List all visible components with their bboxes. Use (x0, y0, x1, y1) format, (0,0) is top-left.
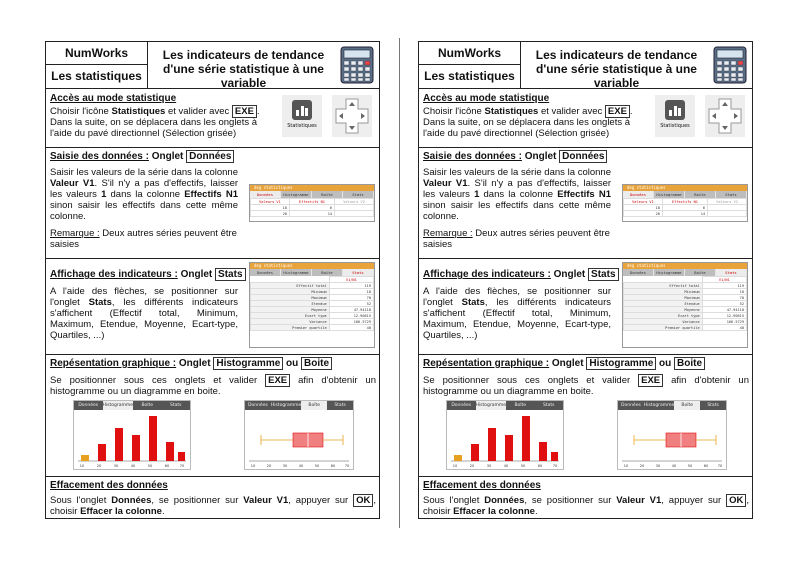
brand-name: NumWorks (46, 42, 147, 65)
histogram-bar[interactable] (178, 452, 185, 461)
axis-tick: 40 (130, 464, 136, 468)
stats-table (623, 276, 747, 331)
boxplot-chart (618, 410, 726, 469)
screen-tabs (623, 269, 747, 276)
axis-tick: 60 (164, 464, 170, 468)
boxplot-screen (244, 400, 354, 470)
histogram-chart (447, 410, 563, 469)
tab-stats[interactable]: Stats (543, 403, 555, 408)
axis-tick: 70 (552, 464, 558, 468)
stat-value: 12.90615 (329, 313, 373, 319)
tab-donnees[interactable]: Données (623, 269, 654, 276)
graph-text: Se positionner sous ces onglets et valider EXE afin d'obtenir un histogramme ou un diagramme en boite. (423, 375, 749, 397)
stat-label: Variance (624, 319, 703, 325)
axis-tick: 60 (330, 464, 336, 468)
tab-donnees[interactable]: Données (451, 403, 472, 408)
axis-tick: 10 (79, 464, 85, 468)
stat-value: 52 (329, 301, 373, 307)
tab-boite[interactable]: Boîte (312, 269, 343, 276)
stat-label: Ecart type (624, 313, 703, 319)
col-header: Effectifs N1 (289, 199, 334, 205)
stat-value: 70 (702, 295, 746, 301)
page-title: Les indicateurs de tendance d'une série statistique à une variable (535, 48, 698, 90)
remark: Remarque : Deux autres séries peuvent être saisies (50, 228, 237, 250)
section-input (46, 148, 379, 259)
axis-tick: 40 (671, 464, 677, 468)
table-cell[interactable] (335, 211, 374, 217)
tab-donnees[interactable]: Données (250, 191, 281, 198)
stats-screen (249, 262, 375, 348)
section-access (46, 90, 379, 148)
tab-stats-label: Stats (215, 268, 245, 281)
data-table (250, 198, 374, 217)
exe-key: EXE (638, 374, 663, 387)
page-divider (399, 38, 400, 528)
tab-donnees[interactable]: Données (250, 269, 281, 276)
section-access (419, 90, 752, 148)
brand-block (46, 42, 148, 89)
tab-histogramme[interactable]: Histogramme (654, 191, 685, 198)
sheet-left (45, 41, 380, 519)
axis-tick: 60 (703, 464, 709, 468)
tab-donnees-label: Données (186, 150, 234, 163)
screen-title-bar: deg statistiques (250, 185, 374, 191)
tab-stats[interactable]: Stats (334, 403, 346, 408)
tab-stats[interactable]: Stats (343, 191, 374, 198)
stats-app-icon (655, 95, 695, 137)
screen-tabs (623, 191, 747, 198)
tab-histogramme-label: Histogramme (213, 357, 283, 370)
section-erase (419, 477, 752, 520)
col-header: V1/N1 (702, 277, 746, 283)
section-heading: Accès au mode statistique (50, 93, 177, 104)
tab-boite[interactable]: Boîte (141, 403, 154, 408)
axis-tick: 70 (344, 464, 350, 468)
tab-donnees[interactable]: Données (621, 403, 641, 408)
screen-title-bar: deg statistiques (623, 263, 747, 269)
section-erase (46, 477, 379, 520)
histogram-screen (73, 400, 191, 470)
stat-label: Etendue (251, 301, 330, 307)
boxplot-screen (617, 400, 727, 470)
sheet-right (418, 41, 753, 519)
calculator-icon (340, 46, 374, 84)
table-cell[interactable]: 18 (251, 205, 290, 211)
stat-value: 166.5729 (329, 319, 373, 325)
stat-label: Maximum (251, 295, 330, 301)
histogram-screen (446, 400, 564, 470)
axis-tick: 10 (250, 464, 256, 468)
tab-histogramme-label: Histogramme (586, 357, 656, 370)
tab-boite[interactable]: Boîte (685, 269, 716, 276)
axis-tick: 30 (113, 464, 119, 468)
axis-tick: 50 (520, 464, 526, 468)
col-header: Effectifs N1 (662, 199, 707, 205)
stat-value: 52 (702, 301, 746, 307)
stat-value: 40 (702, 325, 746, 331)
screen-tabs (245, 401, 353, 410)
section-heading: Effacement des données (423, 480, 541, 491)
section-graph (419, 355, 752, 477)
axis-tick: 30 (282, 464, 288, 468)
histogram-bar[interactable] (471, 444, 479, 461)
indicators-text: A l'aide des flèches, se positionner sur l'onglet Stats, les différents indicateurs s'affichent (Effectif total, Minimum, Maximum, Etendue, Moyenne, Ecart-type, Quartiles, ...) (50, 286, 238, 341)
histogram-bar[interactable] (522, 416, 530, 461)
stat-label: Etendue (624, 301, 703, 307)
histogram-bar[interactable] (98, 444, 106, 461)
stat-value: 40 (329, 325, 373, 331)
histogram-bar[interactable] (149, 416, 157, 461)
stat-label: Premier quartile (251, 325, 330, 331)
col-header: V1/N1 (329, 277, 373, 283)
stat-label: Effectif total (251, 283, 330, 289)
histogram-bar[interactable] (81, 455, 89, 461)
graph-text: Se positionner sous ces onglets et valider EXE afin d'obtenir un histogramme ou un diagramme en boite. (50, 375, 376, 397)
subject-name: Les statistiques (424, 69, 515, 83)
header (46, 42, 379, 89)
axis-tick: 20 (266, 464, 272, 468)
axis-tick: 70 (717, 464, 723, 468)
tab-stats[interactable]: Stats (716, 269, 747, 276)
access-text: Choisir l'icône Statistiques et valider avec EXE . Dans la suite, on se déplacera dans les onglets à l'aide du pavé directionnel (Sélection grisée) (50, 106, 260, 139)
col-header: Valeurs V2 (335, 199, 374, 205)
stat-value: 119 (702, 283, 746, 289)
data-screen (249, 184, 375, 222)
section-heading: Repésentation graphique : Onglet Histogramme ou Boite (423, 358, 748, 370)
tab-donnees[interactable]: Données (623, 191, 654, 198)
table-cell[interactable]: 20 (251, 211, 290, 217)
table-cell[interactable]: 18 (624, 205, 663, 211)
tab-donnees[interactable]: Données (248, 403, 268, 408)
tab-stats[interactable]: Stats (170, 403, 182, 408)
remark: Remarque : Deux autres séries peuvent être saisies (423, 228, 610, 250)
erase-text: Sous l'onglet Données, se positionner sur Valeur V1, appuyer sur OK , choisir Effacer la colonne. (423, 495, 749, 517)
tab-boite[interactable]: Boîte (674, 401, 700, 410)
input-text: Saisir les valeurs de la série dans la colonne Valeur V1. S'il n'y a pas d'effectifs, laisser les valeurs 1 dans la colonne Effectifs N1 sinon saisir les effectifs dans cette même colonne. (423, 167, 612, 222)
screen-tabs (618, 401, 726, 410)
ok-key: OK (353, 494, 373, 507)
screen-tabs (250, 269, 374, 276)
section-heading: Effacement des données (50, 480, 168, 491)
histogram-bar[interactable] (115, 428, 123, 461)
brand-block (419, 42, 521, 89)
axis-tick: 60 (537, 464, 543, 468)
header (419, 42, 752, 89)
tab-boite-label: Boite (301, 357, 332, 370)
data-screen (622, 184, 748, 222)
axis-tick: 50 (314, 464, 320, 468)
screen-title-bar: deg statistiques (623, 185, 747, 191)
stat-label: Variance (251, 319, 330, 325)
axis-tick: 10 (623, 464, 629, 468)
stat-label: Ecart type (251, 313, 330, 319)
axis-tick: 50 (147, 464, 153, 468)
col-header: Valeurs V2 (708, 199, 747, 205)
page-title: Les indicateurs de tendance d'une série statistique à une variable (162, 48, 325, 90)
section-indicators (46, 259, 379, 355)
stats-screen (622, 262, 748, 348)
tab-boite-label: Boite (674, 357, 705, 370)
tab-stats[interactable]: Stats (707, 403, 719, 408)
histogram-bar[interactable] (488, 428, 496, 461)
boxplot-chart (245, 410, 353, 469)
section-indicators (419, 259, 752, 355)
stat-label: Premier quartile (624, 325, 703, 331)
stat-value: 47.94118 (329, 307, 373, 313)
stat-label: Minimum (624, 289, 703, 295)
access-text: Choisir l'icône Statistiques et valider avec EXE . Dans la suite, on se déplacera dans les onglets à l'aide du pavé directionnel (Sélection grisée) (423, 106, 633, 139)
section-heading: Affichage des indicateurs : Onglet Stats (423, 269, 748, 281)
table-cell[interactable]: 6 (662, 205, 707, 211)
section-heading: Repésentation graphique : Onglet Histogramme ou Boite (50, 358, 375, 370)
section-heading: Saisie des données : Onglet Données (423, 151, 748, 163)
subject-name: Les statistiques (51, 69, 142, 83)
axis-tick: 40 (503, 464, 509, 468)
col-header: Valeurs V1 (624, 199, 663, 205)
exe-key: EXE (265, 374, 290, 387)
tab-boite[interactable]: Boîte (514, 403, 527, 408)
tab-histogramme[interactable]: Histogramme (270, 403, 302, 408)
ok-key: OK (726, 494, 746, 507)
stat-label: Effectif total (624, 283, 703, 289)
stat-value: 166.5729 (702, 319, 746, 325)
axis-tick: 20 (96, 464, 102, 468)
table-cell[interactable]: 14 (289, 211, 334, 217)
axis-tick: 40 (298, 464, 304, 468)
histogram-bar[interactable] (505, 435, 513, 461)
tab-histogramme[interactable]: Histogramme (281, 269, 312, 276)
section-heading: Accès au mode statistique (423, 93, 550, 104)
stats-app-label: Statistiques (660, 123, 690, 129)
table-cell[interactable]: 20 (624, 211, 663, 217)
tab-stats[interactable]: Stats (343, 269, 374, 276)
stat-label: Minimum (251, 289, 330, 295)
axis-tick: 20 (639, 464, 645, 468)
histogram-chart (74, 410, 190, 469)
direction-pad-icon (705, 95, 745, 137)
tab-donnees-label: Données (559, 150, 607, 163)
histogram-bar[interactable] (539, 442, 547, 461)
screen-title-bar: deg statistiques (250, 263, 374, 269)
calculator-icon (713, 46, 747, 84)
stat-value: 119 (329, 283, 373, 289)
stat-label: Moyenne (624, 307, 703, 313)
screen-tabs (250, 191, 374, 198)
stat-value: 70 (329, 295, 373, 301)
brand-name: NumWorks (419, 42, 520, 65)
histogram-bar[interactable] (166, 442, 174, 461)
axis-tick: 10 (452, 464, 458, 468)
tab-donnees[interactable]: Données (78, 403, 99, 408)
axis-tick: 70 (179, 464, 185, 468)
section-input (419, 148, 752, 259)
axis-tick: 30 (486, 464, 492, 468)
tab-histogramme[interactable]: Histogramme (102, 403, 133, 408)
col-header: Valeurs V1 (251, 199, 290, 205)
tab-boite[interactable]: Boîte (301, 401, 327, 410)
data-table (623, 198, 747, 217)
section-heading: Affichage des indicateurs : Onglet Stats (50, 269, 375, 281)
table-cell[interactable]: 14 (662, 211, 707, 217)
section-graph (46, 355, 379, 477)
indicators-text: A l'aide des flèches, se positionner sur l'onglet Stats, les différents indicateurs s'affichent (Effectif total, Minimum, Maximum, Etendue, Moyenne, Ecart-type, Quartiles, ...) (423, 286, 611, 341)
tab-boite[interactable]: Boîte (685, 191, 716, 198)
erase-text: Sous l'onglet Données, se positionner sur Valeur V1, appuyer sur OK , choisir Effacer la colonne. (50, 495, 376, 517)
exe-key: EXE (232, 105, 257, 118)
screen-tabs (447, 401, 563, 410)
input-text: Saisir les valeurs de la série dans la colonne Valeur V1. S'il n'y a pas d'effectifs, laisser les valeurs 1 dans la colonne Effectifs N1 sinon saisir les effectifs dans cette même colonne. (50, 167, 239, 222)
direction-pad-icon (332, 95, 372, 137)
tab-histogramme[interactable]: Histogramme (654, 269, 685, 276)
exe-key: EXE (605, 105, 630, 118)
axis-tick: 50 (687, 464, 693, 468)
stats-app-icon (282, 95, 322, 137)
table-cell[interactable]: 6 (289, 205, 334, 211)
axis-tick: 20 (469, 464, 475, 468)
tab-histogramme[interactable]: Histogramme (475, 403, 506, 408)
histogram-bar[interactable] (132, 435, 140, 461)
axis-tick: 30 (655, 464, 661, 468)
table-cell[interactable] (708, 211, 747, 217)
screen-tabs (74, 401, 190, 410)
stat-value: 47.94118 (702, 307, 746, 313)
tab-stats-label: Stats (588, 268, 618, 281)
tab-boite[interactable]: Boîte (312, 191, 343, 198)
section-heading: Saisie des données : Onglet Données (50, 151, 375, 163)
histogram-bar[interactable] (551, 452, 558, 461)
stat-value: 18 (702, 289, 746, 295)
stat-label: Maximum (624, 295, 703, 301)
tab-histogramme[interactable]: Histogramme (281, 191, 312, 198)
tab-stats[interactable]: Stats (716, 191, 747, 198)
stats-app-label: Statistiques (287, 123, 317, 129)
stat-label: Moyenne (251, 307, 330, 313)
stat-value: 12.90615 (702, 313, 746, 319)
tab-histogramme[interactable]: Histogramme (643, 403, 675, 408)
stat-value: 18 (329, 289, 373, 295)
stats-table (250, 276, 374, 331)
histogram-bar[interactable] (454, 455, 462, 461)
